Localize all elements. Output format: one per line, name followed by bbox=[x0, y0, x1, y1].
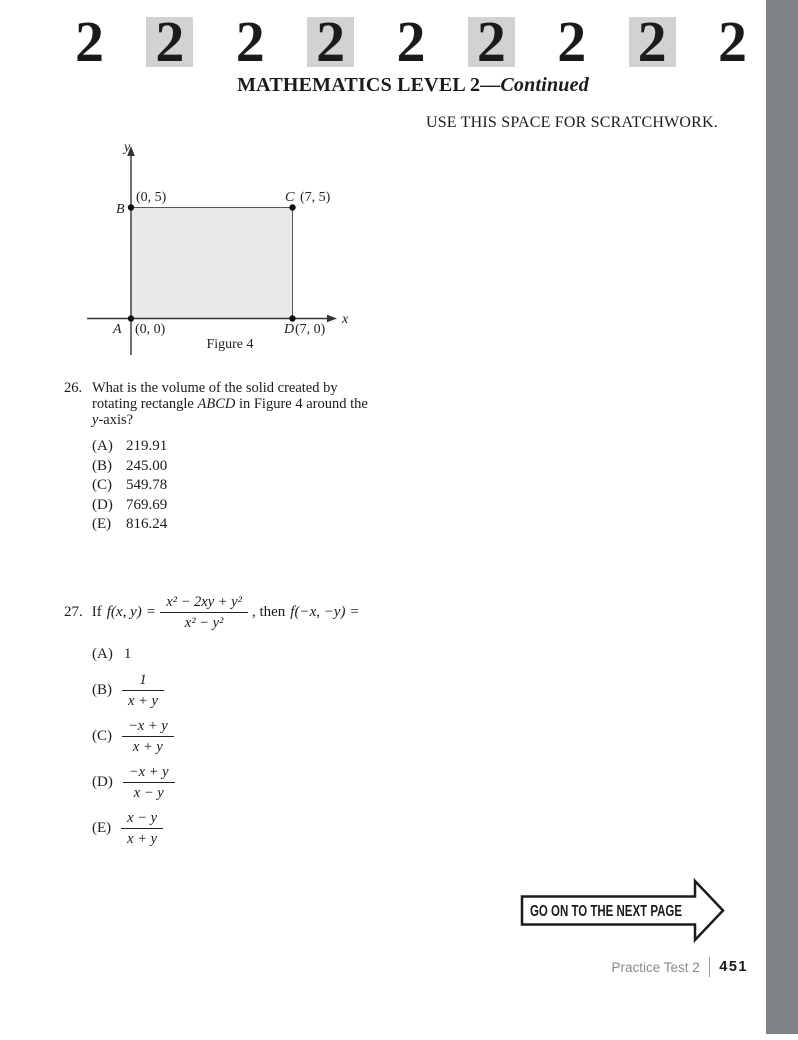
option-value: 549.78 bbox=[126, 477, 168, 493]
q27-fraction bbox=[160, 594, 248, 631]
point-b-dot bbox=[128, 204, 134, 210]
go-on-arrow-text: GO ON TO THE NEXT PAGE bbox=[530, 903, 683, 920]
header-digit: 2 bbox=[557, 9, 587, 74]
point-a-coords: (0, 0) bbox=[135, 322, 166, 337]
option-label: (C) bbox=[92, 477, 112, 493]
header-digit-boxed: 2 bbox=[629, 17, 676, 67]
point-b-label: B bbox=[116, 202, 125, 217]
option-row bbox=[92, 718, 175, 754]
q27-equals: = bbox=[146, 603, 156, 620]
x-axis-arrowhead bbox=[327, 315, 337, 323]
question-27-number: 27. bbox=[64, 603, 83, 620]
option-label: (A) bbox=[92, 438, 113, 454]
option-fraction bbox=[121, 810, 163, 847]
option-fraction-numerator: −x + y bbox=[123, 764, 175, 783]
q26-line1: What is the volume of the solid created by bbox=[92, 380, 338, 396]
go-on-arrow bbox=[515, 878, 730, 944]
option-row bbox=[92, 672, 175, 708]
option-fraction bbox=[122, 672, 164, 709]
option-value: 219.91 bbox=[126, 438, 168, 454]
option-fraction bbox=[123, 764, 175, 801]
q26-line3-post: -axis? bbox=[98, 412, 134, 428]
header-digit: 2 bbox=[75, 9, 104, 74]
option-fraction bbox=[122, 718, 174, 755]
page-edge-bar bbox=[766, 0, 798, 1034]
option-fraction-denominator: x + y bbox=[128, 692, 158, 709]
q26-line3-italic: y bbox=[92, 412, 99, 428]
option-fraction-numerator: x − y bbox=[121, 810, 163, 829]
q27-if: If bbox=[91, 603, 102, 620]
figure-4-graph bbox=[78, 138, 368, 368]
point-c-dot bbox=[289, 204, 295, 210]
question-27 bbox=[64, 588, 359, 636]
q27-function-neg: f(−x, −y) bbox=[290, 603, 346, 620]
option-row bbox=[92, 764, 175, 800]
option-row bbox=[92, 457, 392, 477]
q26-line2-pre: rotating rectangle bbox=[92, 396, 198, 412]
option-row bbox=[92, 496, 392, 516]
section-heading-main: MATHEMATICS LEVEL 2— bbox=[237, 74, 501, 96]
point-c-label: C bbox=[285, 190, 295, 205]
rectangle-abcd bbox=[131, 208, 293, 319]
y-axis-label: y bbox=[124, 140, 131, 155]
option-label: (B) bbox=[92, 681, 112, 698]
option-label: (E) bbox=[92, 516, 112, 532]
option-value: 816.24 bbox=[126, 516, 168, 532]
option-row bbox=[92, 437, 392, 457]
question-26 bbox=[64, 380, 392, 535]
figure-caption: Figure 4 bbox=[206, 337, 254, 352]
option-label: (D) bbox=[92, 773, 113, 790]
option-row bbox=[92, 476, 392, 496]
section-heading bbox=[60, 74, 766, 97]
option-value: 1 bbox=[123, 646, 132, 662]
q26-line2-italic: ABCD bbox=[197, 396, 236, 412]
point-c-coords: (7, 5) bbox=[300, 190, 331, 205]
option-label: (D) bbox=[92, 496, 113, 513]
option-value: 245.00 bbox=[126, 457, 168, 474]
option-fraction-denominator: x + y bbox=[132, 738, 163, 755]
point-b-coords: (0, 5) bbox=[136, 190, 167, 205]
option-row bbox=[92, 515, 392, 535]
question-26-options bbox=[92, 437, 392, 535]
option-fraction-numerator: 1 bbox=[122, 672, 164, 691]
footer-divider bbox=[709, 957, 711, 977]
point-d-label: D bbox=[284, 322, 295, 337]
option-row bbox=[92, 810, 175, 846]
page-footer bbox=[612, 955, 749, 979]
footer-test-name: Practice Test 2 bbox=[611, 959, 700, 975]
question-26-number: 26. bbox=[64, 380, 83, 396]
header-digit-boxed: 2 bbox=[468, 17, 515, 67]
section-heading-continued: Continued bbox=[500, 74, 589, 96]
option-label: (B) bbox=[92, 457, 112, 474]
q26-line2-post: in Figure 4 around the bbox=[235, 396, 368, 412]
footer-page-number: 451 bbox=[719, 959, 748, 975]
option-fraction-denominator: x + y bbox=[127, 830, 158, 847]
question-26-text bbox=[92, 380, 392, 428]
point-d-dot bbox=[289, 315, 295, 321]
option-value: 769.69 bbox=[126, 496, 168, 513]
q27-equals-2: = bbox=[350, 603, 359, 620]
question-27-options bbox=[92, 646, 175, 856]
scratchwork-note: USE THIS SPACE FOR SCRATCHWORK. bbox=[425, 114, 718, 131]
header-digit: 2 bbox=[718, 9, 747, 74]
option-row bbox=[92, 646, 175, 664]
q27-fraction-numerator: x² − 2xy + y² bbox=[160, 594, 248, 613]
header-digit: 2 bbox=[396, 9, 426, 74]
option-fraction-numerator: −x + y bbox=[122, 718, 174, 737]
option-label: (E) bbox=[92, 819, 112, 836]
point-d-coords: (7, 0) bbox=[295, 322, 326, 337]
header-digit-row bbox=[66, 9, 756, 74]
question-26-body bbox=[92, 380, 392, 535]
point-a-label: A bbox=[113, 322, 122, 337]
header-digit: 2 bbox=[235, 9, 265, 74]
option-fraction-denominator: x − y bbox=[133, 784, 164, 801]
header-digit-boxed: 2 bbox=[146, 17, 193, 67]
point-a-dot bbox=[128, 315, 134, 321]
option-label: (C) bbox=[92, 727, 112, 744]
q27-then: , then bbox=[251, 603, 286, 620]
option-label: (A) bbox=[92, 646, 113, 662]
header-digit-boxed: 2 bbox=[307, 17, 354, 67]
q27-fraction-denominator: x² − y² bbox=[184, 614, 224, 631]
q27-function: f(x, y) bbox=[106, 603, 142, 620]
x-axis-label: x bbox=[342, 312, 349, 327]
